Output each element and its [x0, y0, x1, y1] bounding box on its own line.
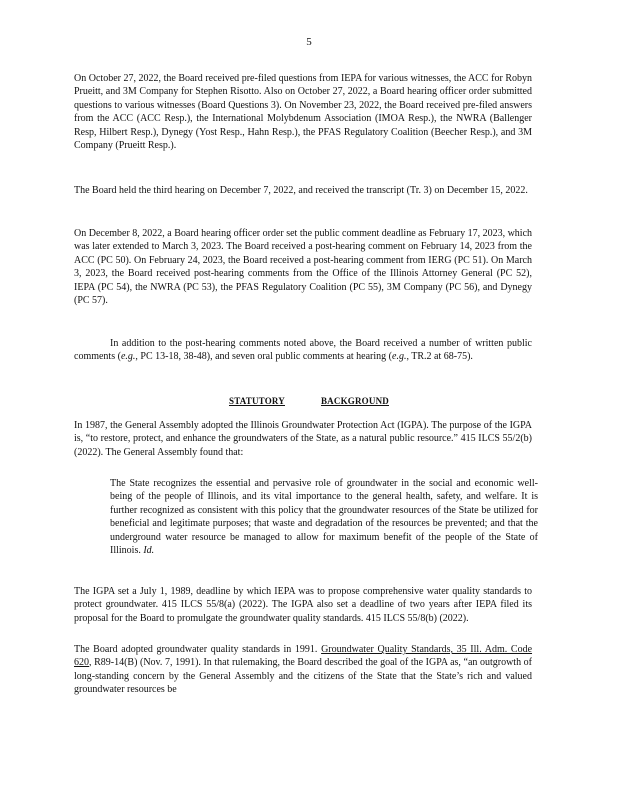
paragraph-igpa-adoption: In 1987, the General Assembly adopted the Illinois Groundwater Protection Act (IGPA). The purpose of the IGPA is, “to restore, protect, and enhance the groundwaters of the State, as a natural public resource.” 415 ILCS 55/2(b) (2022). The General Assembly found that: — [74, 420, 532, 458]
paragraph-public-comment-deadline: On December 8, 2022, a Board hearing officer order set the public comment deadline as February 17, 2023, which was later extended to March 3, 2023. The Board received a post-hearing comment on February 14, 2023 from the ACC (PC 50). On February 24, 2023, the Board received a post-hearing comment from IERG (PC 51). On March 3, 2023, the Board received post-hearing comments from the Office of the Illinois Attorney General (PC 52), IEPA (PC 54), the NWRA (PC 53), the PFAS Regulatory Coalition (PC 55), 3M Company (PC 56), and Dynegy (PC 57). — [74, 228, 533, 307]
paragraph-written-comments-text-2: , PC 13-18, 38-48), and seven oral public comments at hearing ( — [135, 351, 392, 363]
paragraph-standards-text-1: The Board adopted groundwater quality standards in 1991. — [74, 644, 318, 655]
paragraph-standards-text-2: , R89-14(B) (Nov. 7, 1991). In that rulemaking, the Board described the goal of the IGPA as, “an outgrowth of long-standing concern by the General Assembly and the citizens of the State that the State’s rich and valued groundwater resources be — [74, 657, 532, 696]
paragraph-written-comments-text-3: , TR.2 at 68-75). — [406, 351, 473, 363]
eg-citation-2: e.g. — [392, 351, 407, 363]
paragraph-igpa-deadline: The IGPA set a July 1, 1989, deadline by which IEPA was to propose comprehensive water quality standards to protect groundwater. 415 ILCS 55/8(a) (2022). The IGPA also set a deadline of two years after IEPA filed its proposal for the Board to promulgate the groundwater quality standards. 415 ILCS 55/8(b) (2022). — [74, 586, 532, 624]
paragraph-written-comments-text-1: In addition to the post-hearing comments noted above, the Board received a number of written public comments ( — [74, 338, 532, 363]
quote-text: The State recognizes the essential and pervasive role of groundwater in the social and economic well-being of the people of Illinois, and its vital importance to the general health, safety, and welfare. It is further recognized as consistent with this policy that the groundwater resources of the State be utilized for beneficial and legitimate purposes; that waste and degradation of the resources be prevented; and that the underground water resource be managed to allow for maximum benefit of the people of the State of Illinois. — [110, 478, 538, 557]
eg-citation-1: e.g. — [120, 351, 136, 363]
section-heading — [0, 395, 618, 408]
paragraph-third-hearing: The Board held the third hearing on December 7, 2022, and received the transcript (Tr. 3) on December 15, 2022. — [74, 185, 528, 196]
quote-citation: Id. — [143, 545, 155, 557]
paragraph-groundwater-standards — [74, 643, 532, 697]
rulemaking-citation-link[interactable]: Groundwater Quality Standards, 35 Ill. Adm. Code 620 — [74, 644, 533, 669]
heading-word-statutory: STATUTORY — [228, 396, 285, 406]
paragraph-written-comments — [74, 337, 532, 364]
heading-word-background: BACKGROUND — [320, 396, 389, 406]
page-number: 5 — [306, 36, 312, 48]
paragraph-prefiled-questions: On October 27, 2022, the Board received pre-filed questions from IEPA for various witnesses, the ACC for Robyn Prueitt, and 3M Company for Stephen Risotto. Also on October 27, 2022, a Board hearing officer order submitted questions to various witnesses (Board Questions 3). On November 23, 2022, the Board received pre-filed answers from the ACC (ACC Resp.), the International Molybdenum Association (IMOA Resp.), the NWRA (Ballenger Resp, Hilbert Resp.), Dynegy (Yost Resp., Hahn Resp.), the PFAS Regulatory Coalition (Beecher Resp.), and 3M Company (Prueitt Resp.). — [74, 73, 532, 152]
block-quote — [110, 477, 538, 557]
